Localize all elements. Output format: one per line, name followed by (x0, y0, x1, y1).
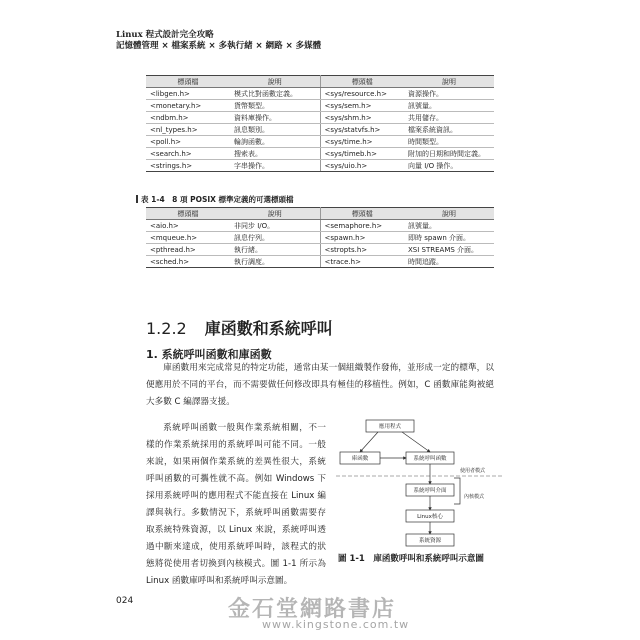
table-row (146, 160, 494, 172)
description-cell: 訊息類別。 (230, 124, 320, 136)
table-row (146, 100, 494, 112)
header-file-cell: <spawn.h> (320, 232, 404, 244)
paragraph-system-calls: 系統呼叫函數一般與作業系統相關，不一樣的作業系統採用的系統呼叫可能不同。一般來說，如果兩個作業系統的差異性很大，系統呼叫函數的可攜性就不高。例如 Windows 下採用系統呼叫的應用程式不能直接在 Linux 編譯與執行。多數情況下，系統呼叫函數需要存取系統特殊資源，以 Linux 來說，系統呼叫透過中斷來達成，使用系統呼叫時，該程式的狀態將從使用者切換到內核模式。圖 1-1 所示為 Linux 函數庫呼叫和系統呼叫示意圖。 (146, 423, 326, 586)
description-cell: 附加的日期和時間定義。 (404, 148, 494, 160)
description-cell: 搜索表。 (230, 148, 320, 160)
description-cell: 訊號量。 (404, 220, 494, 232)
description-cell: 即時 spawn 介面。 (404, 232, 494, 244)
header-file-cell: <sys/sem.h> (320, 100, 404, 112)
header-file-cell: <aio.h> (146, 220, 230, 232)
description-cell: 訊號量。 (404, 100, 494, 112)
table-caption-text: 表 1-4 8 項 POSIX 標準定義的可選標頭檔 (141, 195, 294, 204)
header-file-cell: <mqueue.h> (146, 232, 230, 244)
section-number: 1.2.2 (146, 319, 187, 338)
column-header: 標頭檔 (320, 208, 404, 220)
figure-caption: 圖 1-1 庫函數呼叫和系統呼叫示意圖 (338, 554, 484, 564)
header-file-cell: <sys/statvfs.h> (320, 124, 404, 136)
description-cell: 執行調度。 (230, 256, 320, 268)
header-file-cell: <sched.h> (146, 256, 230, 268)
column-header: 標頭檔 (320, 76, 404, 88)
paragraph-library-functions: 庫函數用來完成常見的特定功能，通常由某一個組織製作發佈，並形成一定的標準，以便應用於不同的平台，而不需要做任何修改即具有極佳的移植性。例如，C 函數庫能夠被絕大多數 C 編譯器支援。 (146, 363, 494, 407)
caption-marker (136, 195, 138, 203)
syscall-diagram (336, 414, 504, 564)
description-cell: 貨幣類型。 (230, 100, 320, 112)
description-cell: 模式比對函數定義。 (230, 88, 320, 100)
header-file-cell: <sys/timeb.h> (320, 148, 404, 160)
description-cell: 字串操作。 (230, 160, 320, 172)
header-file-cell: <ndbm.h> (146, 112, 230, 124)
body-paragraph (146, 360, 494, 411)
description-cell: 向量 I/O 操作。 (404, 160, 494, 172)
description-cell: 資料庫操作。 (230, 112, 320, 124)
description-cell: 輪詢函數。 (230, 136, 320, 148)
posix-optional-headers-table (146, 207, 494, 268)
table-row (146, 88, 494, 100)
header-file-cell: <monetary.h> (146, 100, 230, 112)
mode-bracket (454, 478, 460, 504)
arrow-app-to-lib (360, 432, 378, 452)
column-header: 說明 (230, 76, 320, 88)
subsection-heading: 1. 系統呼叫函數和庫函數 (146, 348, 272, 361)
description-cell: 訊息佇列。 (230, 232, 320, 244)
description-cell: 資源操作。 (404, 88, 494, 100)
book-title: Linux 程式設計完全攻略 (116, 30, 214, 40)
table-row (146, 232, 494, 244)
description-cell: XSI STREAMS 介面。 (404, 244, 494, 256)
node-syscall-interface-label: 系統呼叫介面 (413, 488, 447, 494)
header-file-cell: <sys/shm.h> (320, 112, 404, 124)
table-row (146, 148, 494, 160)
column-header: 說明 (404, 208, 494, 220)
kernel-mode-label: 內核模式 (464, 494, 485, 500)
header-file-cell: <trace.h> (320, 256, 404, 268)
header-file-cell: <stropts.h> (320, 244, 404, 256)
table-row (146, 136, 494, 148)
header-file-cell: <sys/uio.h> (320, 160, 404, 172)
node-library-label: 庫函數 (351, 456, 369, 462)
section-title: 庫函數和系統呼叫 (204, 319, 333, 338)
description-cell: 檔案系統資訊。 (404, 124, 494, 136)
column-header: 標頭檔 (146, 76, 230, 88)
node-application-label: 應用程式 (378, 424, 402, 430)
header-file-cell: <poll.h> (146, 136, 230, 148)
node-linux-kernel-label: Linux核心 (417, 514, 443, 520)
table-row (146, 220, 494, 232)
table-row (146, 244, 494, 256)
header-file-cell: <sys/resource.h> (320, 88, 404, 100)
book-subtitle: 記憶體管理 × 檔案系統 × 多執行緒 × 網路 × 多媒體 (116, 41, 322, 51)
arrow-app-to-syscall (402, 432, 430, 452)
body-paragraph (146, 420, 326, 590)
header-file-cell: <search.h> (146, 148, 230, 160)
node-syscall-func-label: 系統呼叫函數 (413, 456, 447, 462)
page-number: 024 (116, 596, 134, 606)
table-row (146, 256, 494, 268)
watermark-url: www.kingstone.com.tw (262, 618, 410, 631)
table-row (146, 112, 494, 124)
header-file-cell: <sys/time.h> (320, 136, 404, 148)
user-mode-label: 使用者模式 (460, 468, 486, 474)
column-header: 說明 (230, 208, 320, 220)
header-file-cell: <libgen.h> (146, 88, 230, 100)
column-header: 標頭檔 (146, 208, 230, 220)
description-cell: 非同步 I/O。 (230, 220, 320, 232)
header-file-cell: <nl_types.h> (146, 124, 230, 136)
node-system-resources-label: 系統資源 (418, 538, 442, 544)
header-file-cell: <pthread.h> (146, 244, 230, 256)
running-header (116, 30, 321, 52)
description-cell: 執行緒。 (230, 244, 320, 256)
watermark-name: 金石堂網路書店 (228, 596, 397, 622)
column-header: 說明 (404, 76, 494, 88)
description-cell: 時間類型。 (404, 136, 494, 148)
table-row (146, 124, 494, 136)
header-files-table (146, 75, 494, 172)
table-caption (136, 194, 294, 205)
section-heading (146, 316, 333, 339)
description-cell: 時間追蹤。 (404, 256, 494, 268)
header-file-cell: <strings.h> (146, 160, 230, 172)
description-cell: 共用儲存。 (404, 112, 494, 124)
header-file-cell: <semaphore.h> (320, 220, 404, 232)
